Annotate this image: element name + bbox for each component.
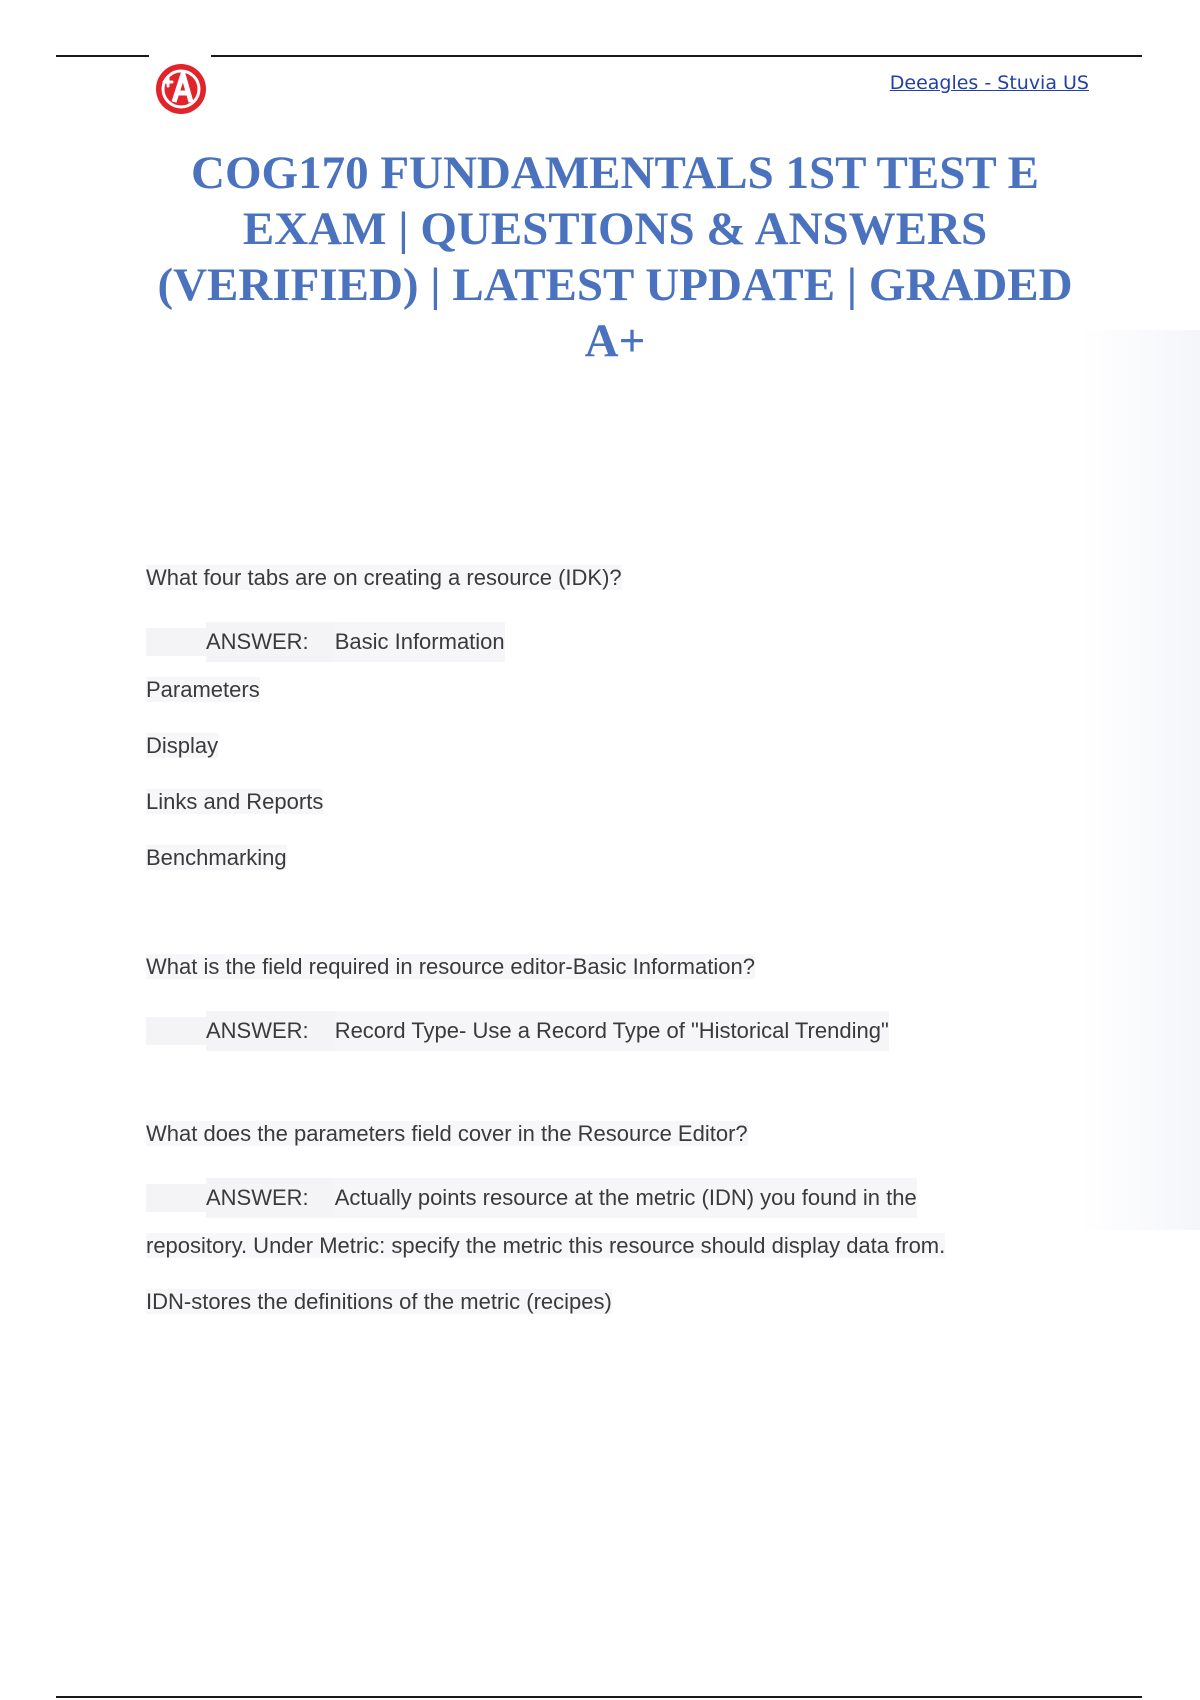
- question-text: What four tabs are on creating a resource (IDK)?: [146, 565, 622, 590]
- answer-row: [146, 1170, 1066, 1226]
- answer-text: Record Type- Use a Record Type of "Historical Trending": [335, 1011, 889, 1051]
- answer-label: ANSWER:: [206, 1178, 335, 1218]
- answer-indent: [146, 1184, 206, 1212]
- answer-indent: [146, 628, 206, 656]
- question-text: What is the field required in resource editor-Basic Information?: [146, 954, 755, 979]
- answer-continuation-line: Benchmarking: [146, 845, 287, 870]
- answer-label: ANSWER:: [206, 1011, 335, 1051]
- source-link[interactable]: Deeagles - Stuvia US: [889, 72, 1089, 94]
- answer-continuation-line: Links and Reports: [146, 789, 324, 814]
- answer-text: Actually points resource at the metric (IDN) you found in the: [335, 1178, 917, 1218]
- answer-row: [146, 1003, 1066, 1059]
- answer-continuation-line: Parameters: [146, 677, 260, 702]
- document-title: COG170 FUNDAMENTALS 1ST TEST E EXAM | QUESTIONS & ANSWERS (VERIFIED) | LATEST UPDATE | GRADED A+: [157, 147, 1073, 367]
- qa-item-1: [146, 558, 1066, 894]
- logo-icon: [154, 62, 208, 116]
- answer-continuation-line: IDN-stores the definitions of the metric (recipes): [146, 1289, 612, 1314]
- answer-indent: [146, 1017, 206, 1045]
- header-rule-right: [211, 55, 1142, 57]
- answer-label: ANSWER:: [206, 622, 335, 662]
- page-shade: [1080, 330, 1200, 1230]
- answer-continuation-line: Display: [146, 733, 219, 758]
- answer-row: [146, 614, 1066, 670]
- footer-rule: [56, 1696, 1142, 1698]
- answer-text: Basic Information: [335, 622, 505, 662]
- qa-item-3: [146, 1114, 1066, 1338]
- question-text: What does the parameters field cover in the Resource Editor?: [146, 1121, 748, 1146]
- header-rule-left: [56, 55, 149, 57]
- answer-continuation-line: repository. Under Metric: specify the metric this resource should display data from.: [146, 1233, 946, 1258]
- qa-item-2: [146, 947, 1066, 1059]
